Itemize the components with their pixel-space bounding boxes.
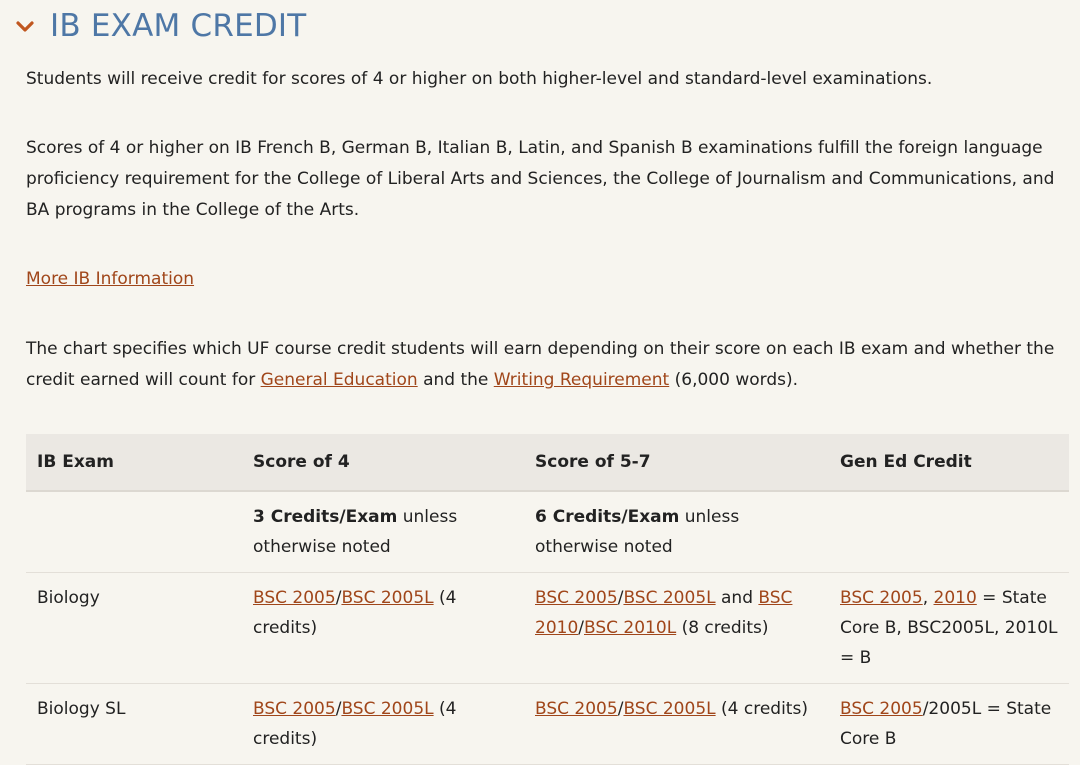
credit-note: (4 credits)	[253, 588, 457, 638]
separator: /	[617, 699, 624, 719]
score57-credits-rest: unless otherwise noted	[535, 507, 740, 557]
cell-score4	[242, 573, 524, 684]
cell-score4-credits	[242, 491, 524, 573]
course-link[interactable]: BSC 2005L	[623, 588, 716, 608]
separator: /	[617, 588, 624, 608]
course-link[interactable]: 2010	[933, 588, 977, 608]
course-link[interactable]: BSC 2005L	[341, 699, 434, 719]
credit-note: (4 credits)	[253, 699, 457, 749]
intro-paragraph: Students will receive credit for scores of 4 or higher on both higher-level and standard-level examinations.	[26, 69, 933, 89]
score4-credits-bold: 3 Credits/Exam	[253, 507, 398, 527]
cell-score57-credits	[524, 491, 829, 573]
course-link[interactable]: BSC 2005	[535, 699, 618, 719]
score4-credits-rest: unless otherwise noted	[253, 507, 458, 557]
chart-description-paragraph	[26, 334, 1066, 396]
chevron-down-icon[interactable]	[14, 16, 36, 38]
table-row	[26, 491, 1069, 573]
chart-description-text: The chart specifies which UF course credit students will earn depending on their score on each IB exam and whether the credit earned will count for	[26, 339, 1055, 390]
more-info-line	[26, 264, 1066, 295]
course-link[interactable]: BSC 2005	[840, 588, 923, 608]
cell-exam: Biology SL	[26, 684, 242, 765]
course-link[interactable]: BSC 2005L	[623, 699, 716, 719]
cell-gen-ed	[829, 684, 1069, 765]
course-link[interactable]: BSC 2005	[253, 588, 336, 608]
credit-note: (4 credits)	[715, 699, 808, 719]
cell-empty	[829, 491, 1069, 573]
separator: /	[578, 618, 584, 638]
separator: /	[335, 588, 342, 608]
course-link[interactable]: BSC 2005L	[341, 588, 434, 608]
more-ib-info-link[interactable]: More IB Information	[26, 269, 195, 289]
chart-description-mid: and the	[417, 370, 494, 390]
table-header-row	[26, 434, 1069, 491]
header-score-5-7: Score of 5-7	[524, 434, 829, 491]
cell-score4	[242, 684, 524, 765]
course-link[interactable]: BSC 2005	[253, 699, 336, 719]
table-row	[26, 573, 1069, 684]
section-title: IB EXAM CREDIT	[50, 8, 307, 44]
gen-ed-note: /2005L = State Core B	[840, 699, 1052, 749]
cell-gen-ed	[829, 573, 1069, 684]
cell-score57	[524, 684, 829, 765]
credit-note: (8 credits)	[676, 618, 769, 638]
separator: /	[335, 699, 342, 719]
language-paragraph: Scores of 4 or higher on IB French B, German B, Italian B, Latin, and Spanish B examinations fulfill the foreign language proficiency requirement for the College of Liberal Arts and Sciences, the College of Journalism and Communications, and BA programs in the College of the Arts.	[26, 138, 1055, 220]
course-link[interactable]: BSC 2010	[535, 588, 793, 638]
header-score-4: Score of 4	[242, 434, 524, 491]
course-link[interactable]: BSC 2005	[840, 699, 923, 719]
gen-ed-note: = State Core B, BSC2005L, 2010L = B	[840, 588, 1058, 668]
general-education-link[interactable]: General Education	[260, 370, 418, 390]
chart-description-end: (6,000 words).	[669, 370, 799, 390]
cell-empty	[26, 491, 242, 573]
course-link[interactable]: BSC 2005	[535, 588, 618, 608]
header-gen-ed-credit: Gen Ed Credit	[829, 434, 1069, 491]
writing-requirement-link[interactable]: Writing Requirement	[493, 370, 670, 390]
table-row	[26, 684, 1069, 765]
conjunction: and	[715, 588, 759, 608]
score57-credits-bold: 6 Credits/Exam	[535, 507, 680, 527]
section-heading[interactable]	[14, 4, 306, 48]
cell-exam: Biology	[26, 573, 242, 684]
course-link[interactable]: BSC 2010L	[584, 618, 677, 638]
ib-credit-table	[26, 434, 1069, 765]
header-ib-exam: IB Exam	[26, 434, 242, 491]
cell-score57	[524, 573, 829, 684]
separator: ,	[922, 588, 934, 608]
